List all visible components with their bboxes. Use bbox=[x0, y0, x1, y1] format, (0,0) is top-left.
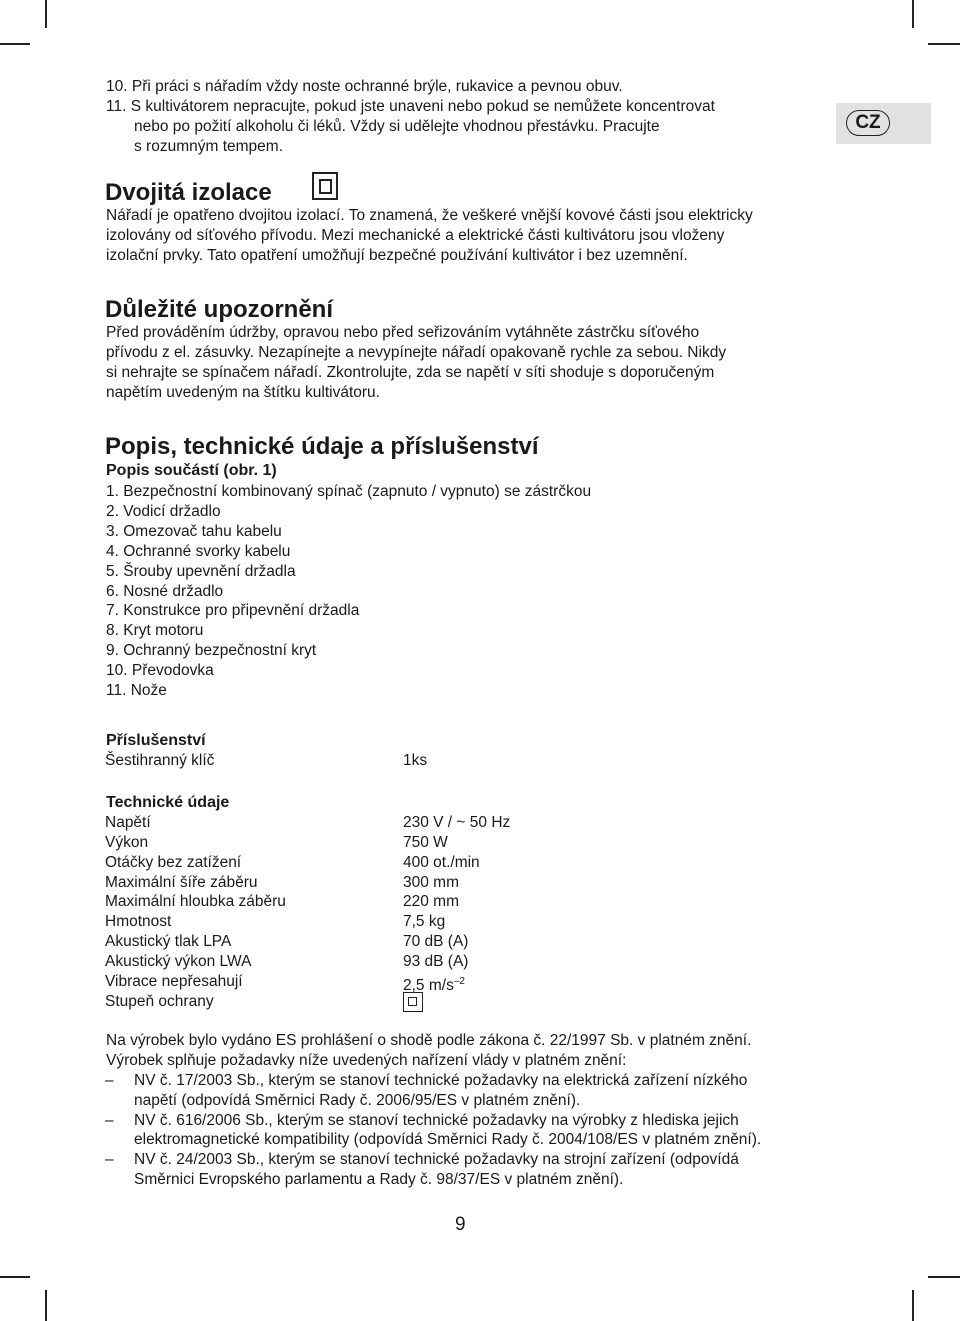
bullet-dash: – bbox=[105, 1151, 114, 1168]
part-item: 5. Šrouby upevnění držadla bbox=[106, 563, 296, 580]
spec-value: 230 V / ~ 50 Hz bbox=[403, 814, 511, 831]
safety-list-item: nebo po požití alkoholu či léků. Vždy si udělejte vhodnou přestávku. Pracujte bbox=[134, 118, 660, 135]
paragraph-line: napětím uvedeným na štítku kultivátoru. bbox=[106, 384, 380, 401]
spec-value: 750 W bbox=[403, 834, 448, 851]
spec-value: 220 mm bbox=[403, 893, 459, 910]
bullet-line: NV č. 24/2003 Sb., kterým se stanoví technické požadavky na strojní zařízení (odpovídá bbox=[134, 1151, 739, 1168]
part-item: 9. Ochranný bezpečnostní kryt bbox=[106, 642, 317, 659]
accessory-row bbox=[105, 751, 805, 771]
conformity-line: Na výrobek bylo vydáno ES prohlášení o shodě podle zákona č. 22/1997 Sb. v platném znění. bbox=[106, 1032, 752, 1049]
bullet-line: napětí (odpovídá Směrnici Rady č. 2006/95/ES v platném znění). bbox=[134, 1092, 581, 1109]
paragraph-line: izolovány od síťového přívodu. Mezi mechanické a elektrické části kultivátoru jsou vloženy bbox=[106, 227, 725, 244]
spec-label: Akustický tlak LPA bbox=[105, 933, 232, 950]
language-label: CZ bbox=[846, 110, 890, 136]
double-insulation-icon bbox=[403, 992, 423, 1012]
part-item: 6. Nosné držadlo bbox=[106, 583, 224, 600]
spec-value: 93 dB (A) bbox=[403, 953, 469, 970]
part-item: 3. Omezovač tahu kabelu bbox=[106, 523, 282, 540]
double-insulation-icon bbox=[312, 172, 338, 200]
crop-mark bbox=[45, 0, 47, 28]
spec-row bbox=[105, 992, 805, 1012]
part-item: 7. Konstrukce pro připevnění držadla bbox=[106, 602, 360, 619]
paragraph-line: si nehrajte se spínačem nářadí. Zkontrolujte, zda se napětí v síti shoduje s doporučeným bbox=[106, 364, 715, 381]
spec-label: Otáčky bez zatížení bbox=[105, 854, 242, 871]
technical-title: Technické údaje bbox=[106, 794, 230, 811]
part-item: 10. Převodovka bbox=[106, 662, 214, 679]
spec-label: Hmotnost bbox=[105, 913, 172, 930]
spec-value bbox=[403, 992, 423, 1012]
section-title-important: Důležité upozornění bbox=[105, 296, 333, 323]
safety-list-item: s rozumným tempem. bbox=[134, 138, 284, 155]
safety-list-item: 11. S kultivátorem nepracujte, pokud jste unaveni nebo pokud se nemůžete koncentrovat bbox=[106, 98, 715, 115]
spec-row bbox=[105, 853, 805, 873]
spec-row bbox=[105, 813, 805, 833]
bullet-dash: – bbox=[105, 1072, 114, 1089]
conformity-line: Výrobek splňuje požadavky níže uvedených nařízení vlády v platném znění: bbox=[106, 1052, 627, 1069]
part-item: 8. Kryt motoru bbox=[106, 622, 204, 639]
spec-value-exponent: –2 bbox=[453, 976, 465, 987]
crop-mark bbox=[45, 1290, 47, 1321]
spec-label: Maximální hloubka záběru bbox=[105, 893, 286, 910]
section-title-double-insulation: Dvojitá izolace bbox=[105, 179, 272, 206]
parts-title: Popis součástí (obr. 1) bbox=[106, 462, 277, 479]
spec-row bbox=[105, 972, 805, 995]
spec-row bbox=[105, 873, 805, 893]
accessory-item: Šestihranný klíč bbox=[105, 752, 215, 769]
spec-label: Maximální šíře záběru bbox=[105, 874, 258, 891]
bullet-line: NV č. 616/2006 Sb., kterým se stanoví technické požadavky na výrobky z hlediska jejich bbox=[134, 1112, 739, 1129]
paragraph-line: Nářadí je opatřeno dvojitou izolací. To znamená, že veškeré vnější kovové části jsou elektricky bbox=[106, 207, 753, 224]
bullet-line: Směrnici Evropského parlamentu a Rady č. 98/37/ES v platném znění). bbox=[134, 1171, 624, 1188]
spec-row bbox=[105, 952, 805, 972]
crop-mark bbox=[912, 1290, 914, 1321]
spec-row bbox=[105, 912, 805, 932]
spec-row bbox=[105, 833, 805, 853]
paragraph-line: Před prováděním údržby, opravou nebo před seřizováním vytáhněte zástrčku síťového bbox=[106, 324, 700, 341]
language-tab bbox=[836, 103, 931, 144]
crop-mark bbox=[912, 0, 914, 28]
spec-value-text: 2,5 m/s bbox=[403, 977, 454, 995]
spec-label: Akustický výkon LWA bbox=[105, 953, 252, 970]
bullet-line: elektromagnetické kompatibility (odpovídá Směrnici Rady č. 2004/108/ES v platném znění). bbox=[134, 1131, 762, 1148]
part-item: 4. Ochranné svorky kabelu bbox=[106, 543, 291, 560]
spec-label: Vibrace nepřesahují bbox=[105, 973, 243, 990]
spec-label: Napětí bbox=[105, 814, 151, 831]
section-title-description: Popis, technické údaje a příslušenství bbox=[105, 433, 539, 460]
spec-label: Výkon bbox=[105, 834, 149, 851]
paragraph-line: izolační prvky. Tato opatření umožňují bezpečné používání kultivátor i bez uzemnění. bbox=[106, 247, 688, 264]
spec-label: Stupeň ochrany bbox=[105, 993, 214, 1010]
crop-mark bbox=[928, 1276, 960, 1278]
part-item: 2. Vodicí držadlo bbox=[106, 503, 221, 520]
crop-mark bbox=[0, 43, 30, 45]
crop-mark bbox=[0, 1276, 30, 1278]
bullet-dash: – bbox=[105, 1112, 114, 1129]
spec-value: 400 ot./min bbox=[403, 854, 480, 871]
spec-row bbox=[105, 932, 805, 952]
spec-value: 300 mm bbox=[403, 874, 459, 891]
page-number: 9 bbox=[455, 1214, 466, 1235]
accessory-qty: 1ks bbox=[403, 752, 428, 769]
spec-value: 7,5 kg bbox=[403, 913, 446, 930]
spec-value: 70 dB (A) bbox=[403, 933, 469, 950]
safety-list-item: 10. Při práci s nářadím vždy noste ochranné brýle, rukavice a pevnou obuv. bbox=[106, 78, 623, 95]
part-item: 1. Bezpečnostní kombinovaný spínač (zapnuto / vypnuto) se zástrčkou bbox=[106, 483, 592, 500]
part-item: 11. Nože bbox=[106, 682, 167, 699]
accessories-title: Příslušenství bbox=[106, 732, 206, 749]
bullet-line: NV č. 17/2003 Sb., kterým se stanoví technické požadavky na elektrická zařízení nízkého bbox=[134, 1072, 748, 1089]
crop-mark bbox=[928, 43, 960, 45]
paragraph-line: přívodu z el. zásuvky. Nezapínejte a nevypínejte nářadí opakovaně rychle za sebou. Nikdy bbox=[106, 344, 727, 361]
spec-row bbox=[105, 892, 805, 912]
